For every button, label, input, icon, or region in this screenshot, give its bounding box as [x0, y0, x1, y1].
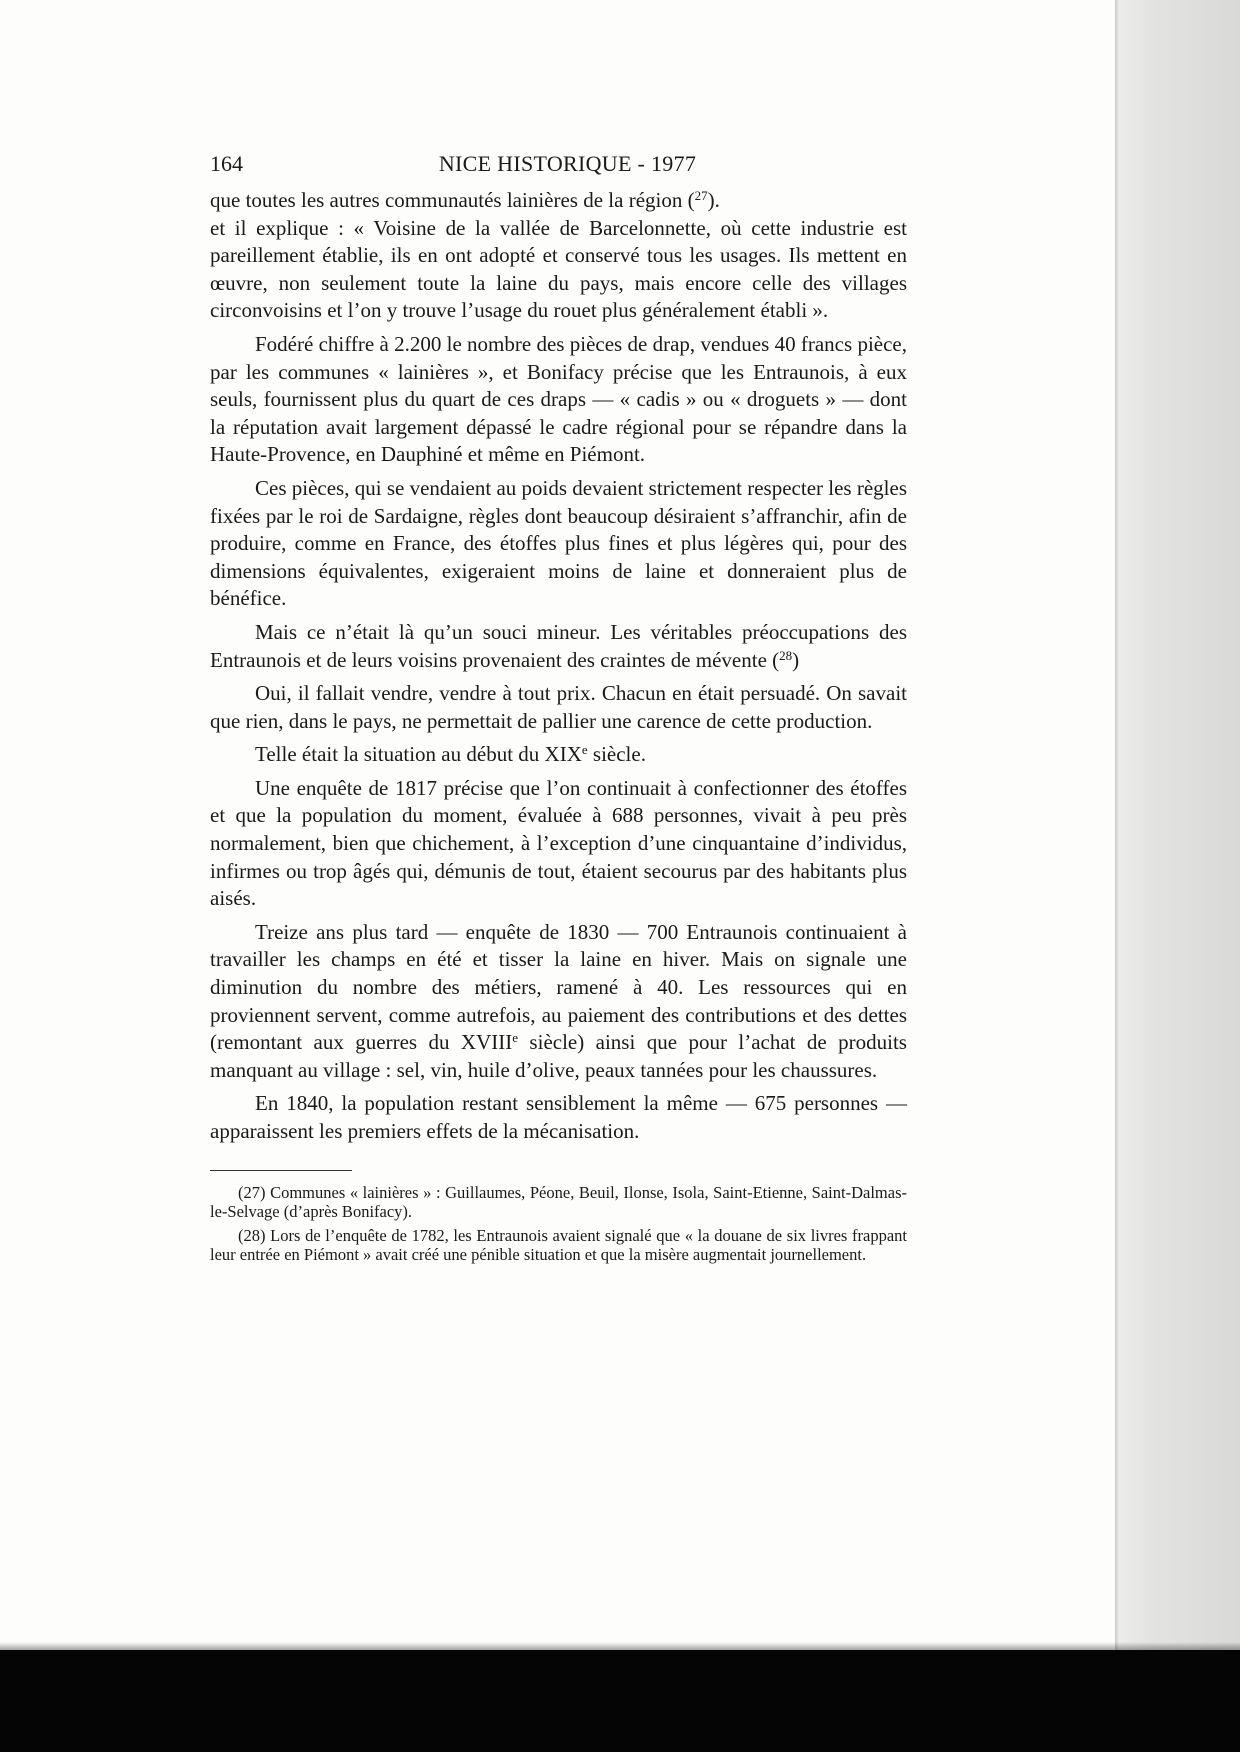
century-superscript: e: [512, 1030, 519, 1046]
journal-title: NICE HISTORIQUE - 1977: [438, 151, 697, 176]
paragraph-2: Fodéré chiffre à 2.200 le nombre des pièces de drap, vendues 40 francs pièce, par les communes « lainières », et Bonifacy précise que les Entraunois, à eux seuls, fournissent plus du quart de ces draps — « cadis » ou « droguets » — dont la réputation avait largement dépassé le cadre régional pour se répandre dans la Haute-Provence, en Dauphiné et même en Piémont.: [210, 331, 907, 467]
footnote-ref-28[interactable]: 28: [779, 647, 793, 663]
footnote-28: (28) Lors de l’enquête de 1782, les Entraunois avaient signalé que « la douane de six livres frappant leur entrée en Piémont » avait créé une pénible situation et que la misère augmentait journellement.: [210, 1225, 907, 1265]
paragraph-6: [210, 741, 907, 769]
paragraph-4-end: ): [792, 647, 800, 672]
paragraph-8-text: Treize ans plus tard — enquête de 1830 — 700 Entraunois continuaient à travailler les champs en été et tisser la laine en hiver. Mais on signale une diminution du nombre des métiers, ramené à 40. Les ressources qui en proviennent servent, comme autrefois, au paiement des contributions et des dettes (remontant aux guerres du XVIII: [210, 919, 907, 1055]
paragraph-1-end: ).: [707, 188, 720, 212]
paragraph-5: Oui, il fallait vendre, vendre à tout prix. Chacun en était persuadé. On savait que rien, dans le pays, ne permettait de pallier une carence de cette production.: [210, 681, 907, 733]
footnote-ref-27[interactable]: 27: [694, 187, 708, 203]
footnote-27: (27) Communes « lainières » : Guillaumes, Péone, Beuil, Ilonse, Isola, Saint-Etienne, Saint-Dalmas-le-Selvage (d’après Bonifacy).: [210, 1182, 907, 1222]
page-number: 164: [210, 151, 243, 176]
paragraph-8-end: siècle) ainsi que pour l’achat de produits manquant au village : sel, vin, huile d’olive, peaux tannées pour les chaussures.: [210, 1030, 907, 1082]
facing-page-edge: [1115, 0, 1240, 1650]
footnote-separator: [210, 1170, 352, 1171]
scanner-bed-shadow: [0, 1650, 1240, 1752]
paragraph-1-text: que toutes les autres communautés lainières de la région (: [210, 188, 695, 212]
century-superscript: e: [581, 742, 588, 758]
paragraph-9: En 1840, la population restant sensiblement la même — 675 personnes — apparaissent les premiers effets de la mécanisation.: [210, 1091, 907, 1143]
paragraph-6-end: siècle.: [587, 742, 646, 767]
paragraph-7: Une enquête de 1817 précise que l’on continuait à confectionner des étoffes et que la population du moment, évaluée à 688 personnes, vivait à peu près normalement, bien que chichement, à l’exception d’une cinquantaine d’individus, infirmes ou trop âgés qui, démunis de tout, étaient secourus par des habitants plus aisés.: [210, 775, 907, 911]
paragraph-1b-text: et il explique : « Voisine de la vallée de Barcelonnette, où cette industrie est pareillement établie, ils en ont adopté et conservé tous les usages. Ils mettent en œuvre, non seulement toute la laine du pays, mais encore celle des villages circonvoisins et l’on y trouve l’usage du rouet plus généralement établi ».: [210, 215, 907, 323]
paragraph-8: [210, 919, 907, 1085]
paragraph-1: [210, 187, 907, 325]
running-head: [210, 143, 907, 177]
book-page: [210, 143, 907, 1269]
paragraph-4-text: Mais ce n’était là qu’un souci mineur. Les véritables préoccupations des Entraunois et de leurs voisins provenaient des craintes de mévente (: [210, 619, 907, 672]
paragraph-4: [210, 619, 907, 674]
paragraph-6-text: Telle était la situation au début du XIX: [255, 742, 582, 767]
paragraph-3: Ces pièces, qui se vendaient au poids devaient strictement respecter les règles fixées par le roi de Sardaigne, règles dont beaucoup désiraient s’affranchir, afin de produire, comme en France, des étoffes plus fines et plus légères qui, pour des dimensions équivalentes, exigeraient moins de laine et donneraient plus de bénéfice.: [210, 475, 907, 611]
